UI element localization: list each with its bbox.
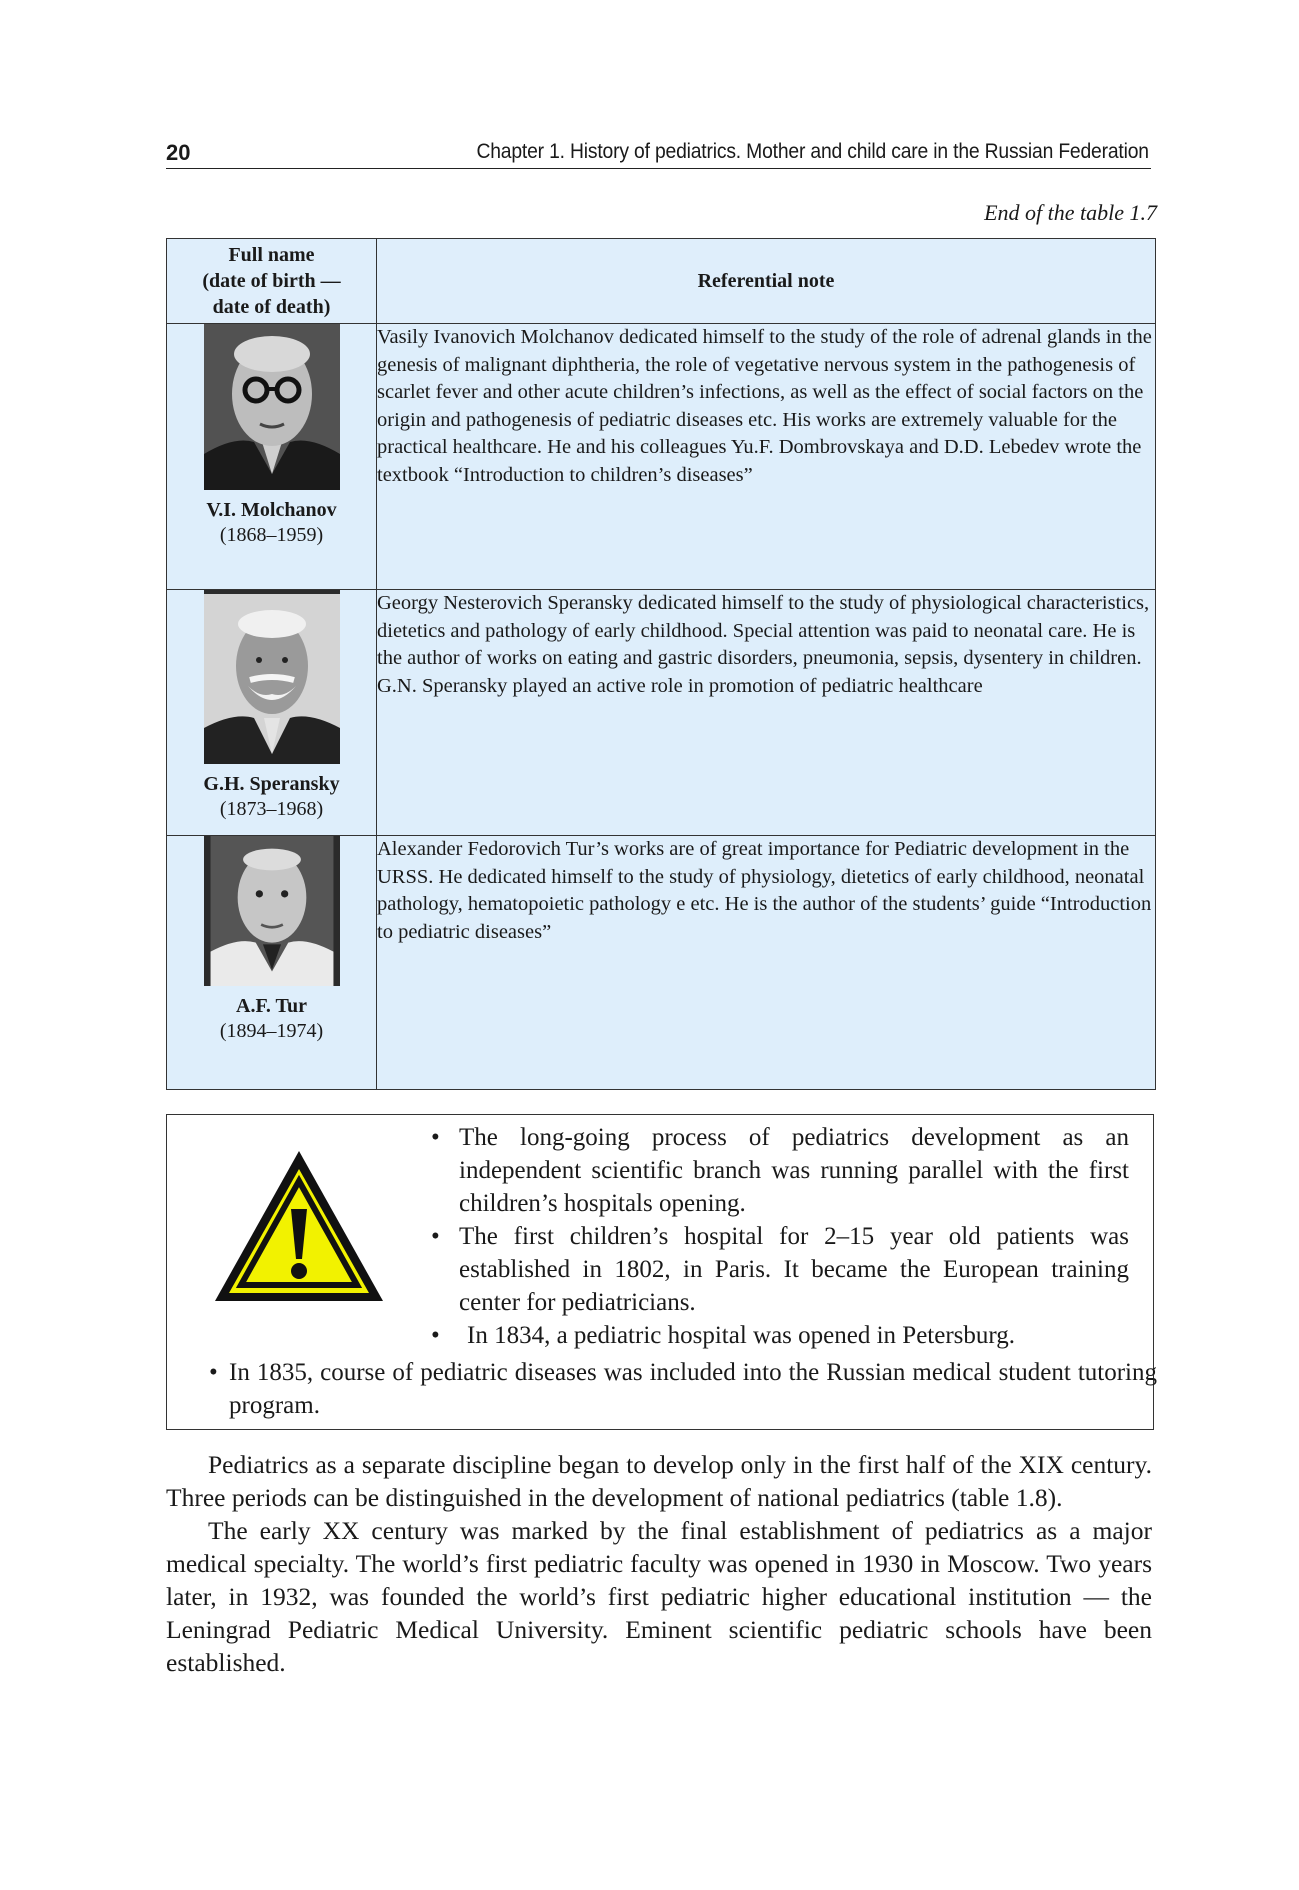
col1-header-line3: date of death) — [212, 296, 331, 318]
person-name: A.F. Tur — [236, 995, 307, 1017]
paragraph: The early XX century was marked by the final establishment of pediatrics as a major medical specialty. The world’s first pediatric faculty was opened in 1930 in Moscow. Two years later, in 1932, was founded the world’s first pediatric higher educational institution — the Leningrad Pediatric Medical University. Eminent scientific pediatric schools have been established. — [166, 1516, 1152, 1677]
referential-note: Vasily Ivanovich Molchanov dedicated himself to the study of the role of adrenal glands in the genesis of malignant diphtheria, the role of vegetative nervous system in the pathogenesis of scarlet fever and other acute children’s infections, as well as the effect of social factors on the origin and pathogenesis of pediatric diseases etc. His works are extremely valuable for the practical healthcare. He and his colleagues Yu.F. Dombrovskaya and D.D. Lebedev wrote the textbook “Introduction to children’s diseases” — [377, 324, 1156, 590]
person-name: G.H. Speransky — [203, 773, 340, 795]
bullet-item: • The long-going process of pediatrics development as an independent scientific branch was running parallel with the first children’s hospitals opening. — [429, 1121, 1129, 1220]
person-cell — [167, 836, 377, 1090]
reference-table — [166, 238, 1156, 1090]
bullet-item: • In 1834, a pediatric hospital was opened in Petersburg. — [429, 1319, 1129, 1352]
table-caption: End of the table 1.7 — [984, 200, 1157, 225]
warning-bullets — [429, 1121, 1129, 1352]
portrait-tur — [204, 836, 340, 986]
body-text — [166, 1448, 1152, 1679]
table-header-row — [167, 239, 1156, 324]
portrait-molchanov — [204, 324, 340, 490]
portrait-speransky — [204, 590, 340, 764]
warning-box — [166, 1114, 1157, 1430]
referential-note: Alexander Fedorovich Tur’s works are of great importance for Pediatric development in the URSS. He dedicated himself to the study of physiology, dietetics of early childhood, neonatal pathology, hematopoietic pathology e etc. He is the author of the students’ guide “Introduction to pediatric diseases” — [377, 836, 1156, 1090]
referential-note: Georgy Nesterovich Speransky dedicated himself to the study of physiological characteristics, dietetics and pathology of early childhood. Special attention was paid to neonatal care. He is the author of works on eating and gastric disorders, pneumonia, sepsis, dysentery in children. G.N. Speransky played an active role in promotion of pediatric healthcare — [377, 590, 1156, 836]
table-row — [167, 590, 1156, 836]
bullet-item: • The first children’s hospital for 2–15 year old patients was established in 1802, in Paris. It became the European training center for pediatricians. — [429, 1220, 1129, 1319]
col-header-note: Referential note — [377, 239, 1156, 324]
warning-triangle-icon — [211, 1147, 387, 1307]
chapter-title: Chapter 1. History of pediatrics. Mother and child care in the Russian Federation — [476, 140, 1149, 163]
col-header-fullname — [167, 239, 377, 324]
person-cell — [167, 324, 377, 590]
person-dates: (1868–1959) — [219, 524, 324, 546]
bullet-item: • In 1835, course of pediatric diseases was included into the Russian medical student tutoring program. — [203, 1356, 1157, 1422]
person-dates: (1873–1968) — [219, 798, 324, 820]
paragraph: Pediatrics as a separate discipline began to develop only in the first half of the XIX century. Three periods can be distinguished in the development of national pediatrics (table 1.8). — [166, 1450, 1152, 1512]
person-dates: (1894–1974) — [219, 1020, 324, 1042]
col1-header-line1: Full name — [228, 244, 315, 266]
col1-header-line2: (date of birth — — [202, 270, 341, 292]
person-cell — [167, 590, 377, 836]
table-row — [167, 836, 1156, 1090]
page-number: 20 — [166, 140, 191, 165]
table-row — [167, 324, 1156, 590]
page-header — [166, 138, 1151, 169]
person-name: V.I. Molchanov — [206, 499, 337, 521]
